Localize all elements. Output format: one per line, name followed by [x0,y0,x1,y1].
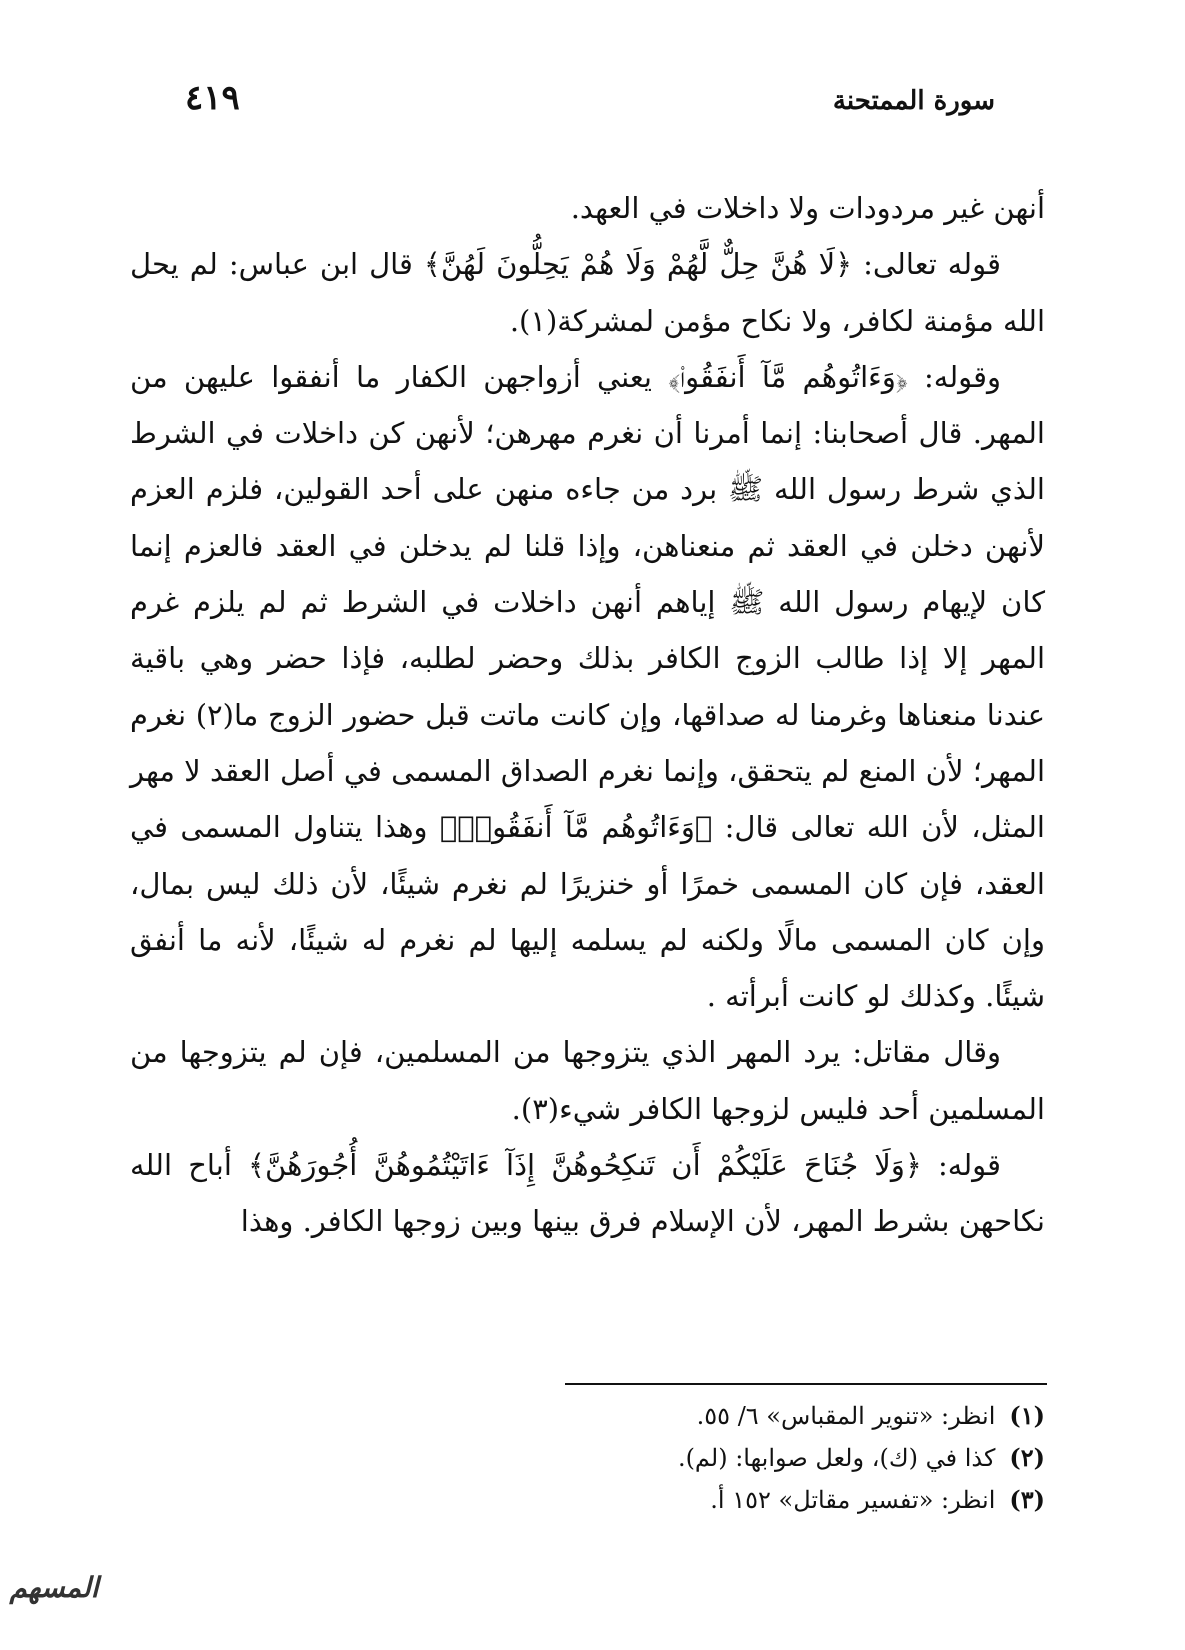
paragraph-1: أنهن غير مردودات ولا داخلات في العهد. [570,191,1045,225]
footnote-text: كذا في (ك)، ولعل صوابها: (لم). [677,1444,996,1472]
footnote-number: (٣) [1009,1485,1045,1514]
footnote-1 [130,1395,1045,1437]
logo-text: المسهم [9,1571,99,1604]
paragraph-3: وقوله: ﴿وَءَاتُوهُم مَّآ أَنفَقُوا۟﴾ يعني أزواجهن الكفار ما أنفقوا عليهن من المهر. قال أصحابنا: إنما أمرنا أن نغرم مهرهن؛ لأنهن كن داخلات في الشرط الذي شرط رسول الله ﷺ برد من جاءه منهن على أحد القولين، فلزم العزم لأنهن دخلن في العقد ثم منعناهن، وإذا قلنا لم يدخلن في العقد فالعزم إنما كان لإيهام رسول الله ﷺ إياهم أنهن داخلات في الشرط ثم لم يلزم غرم المهر إلا إذا طالب الزوج الكافر بذلك وحضر لطلبه، فإذا حضر وهي باقية عندنا منعناها وغرمنا له صداقها، وإن كانت ماتت قبل حضور الزوج ما(٢) نغرم المهر؛ لأن المنع لم يتحقق، وإنما نغرم الصداق المسمى في أصل العقد لا مهر المثل، لأن الله تعالى قال: ﴿وَءَاتُوهُم مَّآ أَنفَقُوا۟﴾ وهذا يتناول المسمى في العقد، فإن كان المسمى خمرًا أو خنزيرًا لم نغرم شيئًا، لأن ذلك ليس بمال، وإن كان المسمى مالًا ولكنه لم يسلمه إليها لم نغرم له شيئًا، لأنه ما أنفق شيئًا. وكذلك لو كانت أبرأته . [130,359,1045,1014]
footnote-2 [130,1437,1045,1479]
footnote-number: (١) [1009,1401,1045,1430]
paragraph-2: قوله تعالى: ﴿لَا هُنَّ حِلٌّ لَّهُمْ وَلَا هُمْ يَحِلُّونَ لَهُنَّ﴾ قال ابن عباس: لم يحل الله مؤمنة لكافر، ولا نكاح مؤمن لمشركة(١). [130,247,1045,338]
paragraph-4: وقال مقاتل: يرد المهر الذي يتزوجها من المسلمين، فإن لم يتزوجها من المسلمين أحد فليس لزوجها الكافر شيء(٣). [130,1035,1045,1126]
footnote-3 [130,1479,1045,1521]
footnote-text: انظر: «تفسير مقاتل» ١٥٢ أ. [710,1486,996,1514]
page-header [185,78,995,128]
paragraph-5: قوله: ﴿وَلَا جُنَاحَ عَلَيْكُمْ أَن تَنكِحُوهُنَّ إِذَآ ءَاتَيْتُمُوهُنَّ أُجُورَهُنَّ﴾ أباح الله نكاحهن بشرط المهر، لأن الإسلام فرق بينها وبين زوجها الكافر. وهذا [130,1148,1045,1239]
publisher-logo [8,1568,100,1628]
surah-title: سورة الممتحنة [832,86,995,116]
footnote-number: (٢) [1009,1443,1045,1472]
page-number: ٤١٩ [185,78,240,118]
footnote-text: انظر: «تنوير المقباس» ٦/ ٥٥. [696,1402,996,1430]
main-text [130,180,1045,1250]
footnote-divider [565,1383,1047,1385]
footnotes [130,1395,1045,1521]
